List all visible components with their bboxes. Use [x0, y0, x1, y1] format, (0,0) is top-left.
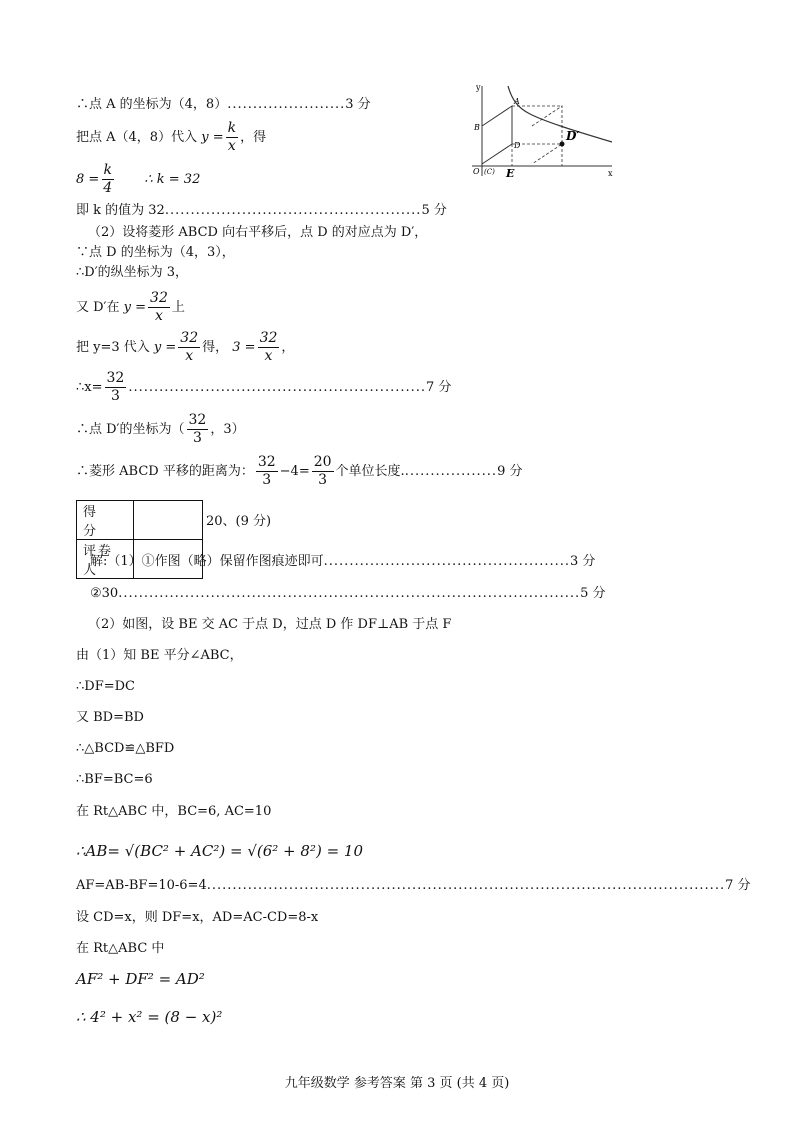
line-text: ，得	[240, 130, 267, 145]
numerator: 32	[257, 454, 276, 470]
equation-lhs: y =	[123, 300, 147, 315]
answer-line-3	[76, 162, 200, 197]
answer-line-11	[76, 412, 245, 447]
fraction	[256, 454, 278, 489]
label-x: x	[608, 169, 613, 178]
score-mark: 7 分	[426, 380, 452, 395]
fraction	[226, 120, 238, 155]
rhombus-abcd	[482, 106, 512, 164]
q20-step-6: 又 BD=BD	[76, 710, 144, 725]
answer-line-6	[76, 244, 235, 262]
fraction	[178, 330, 200, 365]
line-text: −4=	[279, 464, 310, 479]
line-text: ，	[281, 340, 295, 355]
q20-step-10: ∴AB= √(BC² + AC²) = √(6² + 8²) = 10	[76, 842, 363, 860]
q20-step-13: 在 Rt△ABC 中	[76, 941, 165, 956]
label-c: (C)	[484, 168, 495, 176]
fraction	[101, 162, 114, 197]
numerator: 32	[180, 330, 199, 346]
leader-dots: ..........................................................................................	[118, 586, 581, 601]
label-a: A	[514, 97, 520, 106]
leader-dots: ..................................................	[164, 203, 422, 218]
denominator: x	[185, 348, 194, 364]
denominator: 3	[110, 388, 120, 404]
line-text: ，3）	[210, 422, 245, 437]
line-text: 解:（1）①作图（略）保留作图痕迹即可	[90, 554, 324, 569]
question-20-title: 20、(9 分)	[206, 514, 272, 529]
q20-step-8: ∴BF=BC=6	[76, 772, 153, 787]
numerator: 32	[150, 290, 168, 306]
q20-step-3: （2）如图，设 BE 交 AC 于点 D，过点 D 作 DF⊥AB 于点 F	[88, 617, 452, 632]
leader-dots: .......................	[227, 97, 346, 112]
label-y: y	[476, 83, 481, 92]
equation-lhs: 8 =	[76, 172, 100, 187]
page-footer: 九年级数学 参考答案 第 3 页 (共 4 页)	[284, 1076, 510, 1091]
label-b: B	[474, 123, 480, 132]
shifted-rhombus	[532, 106, 562, 164]
numerator: 20	[313, 454, 332, 470]
line-text: 把 y=3 代入	[76, 340, 150, 355]
line-text: 上	[171, 300, 185, 315]
score-label: 得 分	[77, 501, 134, 540]
denominator: x	[227, 138, 236, 154]
denominator: 4	[103, 180, 113, 196]
score-row	[77, 501, 203, 540]
answer-line-1	[76, 96, 371, 114]
answer-line-12	[76, 454, 522, 489]
leader-dots: ..........................................................	[128, 380, 427, 395]
q20-step-12: 设 CD=x，则 DF=x，AD=AC-CD=8-x	[76, 910, 319, 925]
answer-line-4	[76, 202, 447, 220]
answer-line-10	[76, 370, 451, 405]
line-text: ∵点 D 的坐标为（4，3），	[76, 245, 235, 260]
score-mark: 5 分	[580, 586, 606, 601]
score-mark: 3 分	[345, 97, 371, 112]
q20-step-4: 由（1）知 BE 平分∠ABC，	[76, 648, 243, 663]
label-d: D	[514, 141, 521, 150]
q20-step-2	[90, 585, 606, 603]
fraction	[312, 454, 334, 489]
score-mark: 7 分	[725, 878, 751, 893]
line-text: 得，	[202, 340, 229, 355]
q20-step-15: ∴ 4² + x² = (8 − x)²	[76, 1008, 223, 1026]
answer-line-5	[88, 224, 427, 242]
leader-dots: ................................................	[323, 554, 571, 569]
grader-label: 评卷人	[77, 540, 134, 579]
denominator: x	[264, 348, 273, 364]
denominator: 3	[262, 472, 272, 488]
line-text: 又 D′在	[76, 300, 120, 315]
equation-result: ∴ k = 32	[144, 172, 201, 187]
fraction	[187, 412, 209, 447]
q20-step-11	[76, 877, 751, 895]
hyperbola-curve	[508, 86, 612, 142]
leader-dots: .....................................................................................................	[206, 878, 726, 893]
fraction	[258, 330, 280, 365]
q20-step-1	[90, 553, 595, 571]
line-text: ∴x=	[76, 380, 103, 395]
numerator: k	[227, 120, 237, 136]
equation-lhs: y =	[153, 340, 177, 355]
fraction	[148, 290, 170, 325]
line-text: ∴点 D′的坐标为（	[76, 422, 185, 437]
leader-dots: ..................	[404, 464, 498, 479]
line-text: ∴点 A 的坐标为（4，8）	[76, 97, 228, 112]
denominator: 3	[192, 430, 202, 446]
line-text: AF=AB-BF=10-6=4	[76, 878, 207, 893]
line-text: 即 k 的值为 32	[76, 203, 165, 218]
label-o: O	[473, 167, 480, 176]
numerator: 32	[188, 412, 207, 428]
equation-lhs: 3 =	[232, 340, 256, 355]
denominator: 3	[318, 472, 328, 488]
answer-line-7	[76, 264, 188, 282]
score-cell	[134, 501, 203, 540]
coordinate-figure	[462, 80, 622, 180]
line-text: 个单位长度.	[335, 464, 405, 479]
answer-line-2	[76, 120, 266, 155]
answer-line-8	[76, 290, 185, 325]
line-text: ∴D′的纵坐标为 3，	[76, 265, 189, 280]
point-d-prime	[560, 142, 565, 147]
score-mark: 5 分	[421, 203, 447, 218]
fraction	[105, 370, 127, 405]
q20-step-7: ∴△BCD≌△BFD	[76, 741, 175, 756]
line-text: 把点 A（4，8）代入	[76, 130, 198, 145]
label-d-prime: D′	[566, 129, 580, 143]
equation-lhs: y =	[201, 130, 224, 145]
line-text: ∴菱形 ABCD 平移的距离为：	[76, 464, 254, 479]
q20-step-14: AF² + DF² = AD²	[76, 970, 205, 988]
line-text: （2）设将菱形 ABCD 向右平移后，点 D 的对应点为 D′，	[88, 225, 428, 240]
numerator: 32	[106, 370, 125, 386]
denominator: x	[154, 308, 163, 324]
answer-line-9	[76, 330, 294, 365]
score-mark: 3 分	[570, 554, 596, 569]
label-e: E	[506, 167, 515, 180]
score-mark: 9 分	[497, 464, 523, 479]
numerator: 32	[259, 330, 278, 346]
line-text: ②30	[90, 586, 119, 601]
q20-step-5: ∴DF=DC	[76, 679, 135, 694]
numerator: k	[103, 162, 112, 178]
q20-step-9: 在 Rt△ABC 中，BC=6, AC=10	[76, 804, 272, 819]
